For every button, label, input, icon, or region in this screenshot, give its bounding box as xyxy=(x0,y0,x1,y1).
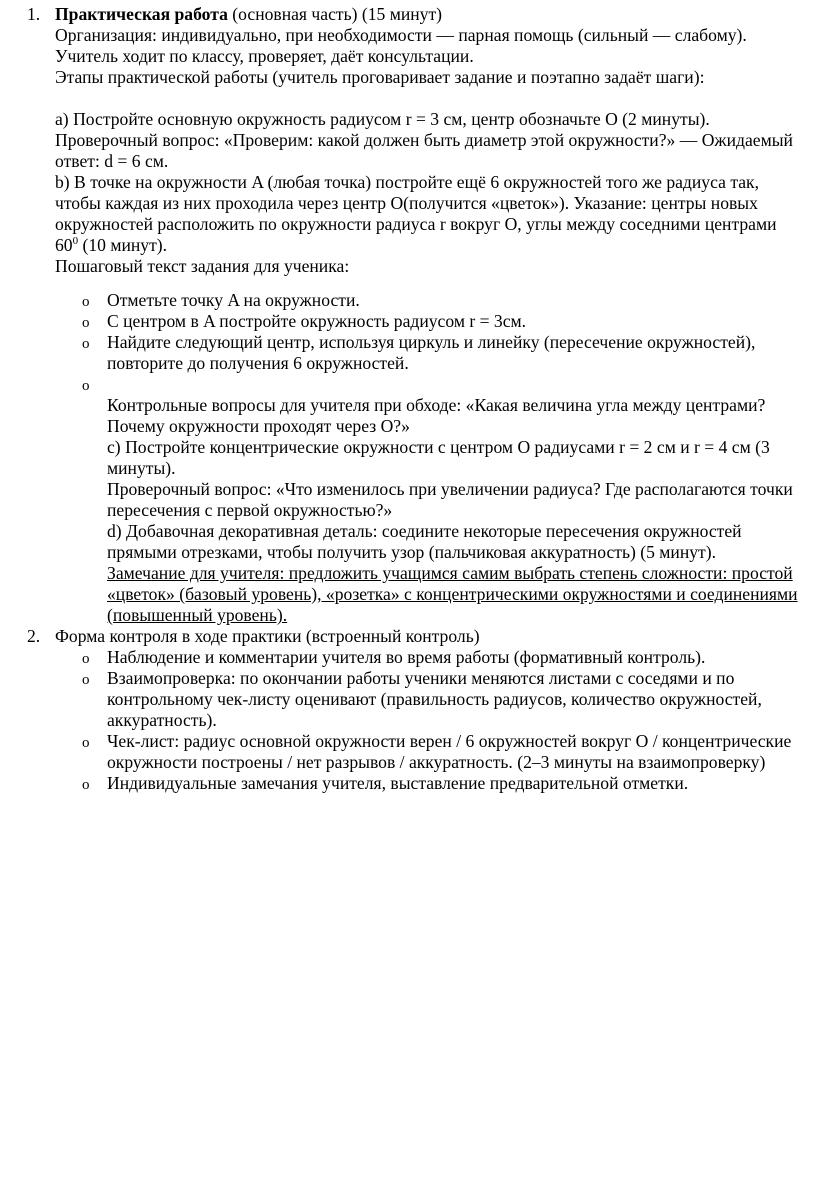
item1-heading xyxy=(55,3,442,25)
org-line: Учитель ходит по классу, проверяет, даёт консультации. xyxy=(55,46,474,66)
item1-title-rest: (основная часть) (15 минут) xyxy=(227,4,443,24)
task-d-line: прямыми отрезками, чтобы получить узор (пальчиковая аккуратность) (5 минут). xyxy=(107,542,716,562)
control-bullet-line: Взаимопроверка: по окончании работы ученики меняются листами с соседями и по xyxy=(107,668,735,688)
item1-number: 1. xyxy=(27,4,41,24)
check-question-line: пересечения с первой окружностью?» xyxy=(107,500,393,520)
teacher-note-line: (повышенный уровень). xyxy=(107,605,288,625)
org-line: Организация: индивидуально, при необходимости — парная помощь (сильный — слабому). xyxy=(55,25,747,45)
bullet-icon: o xyxy=(82,651,90,667)
item2-number: 2. xyxy=(27,626,41,646)
org-line: Этапы практической работы (учитель проговаривает задание и поэтапно задаёт шаги): xyxy=(55,67,705,87)
item1-title: Практическая работа xyxy=(55,4,228,24)
task-d-line: d) Добавочная декоративная деталь: соедините некоторые пересечения окружностей xyxy=(107,521,742,541)
item2-title: Форма контроля в ходе практики (встроенный контроль) xyxy=(55,626,480,646)
step-line: С центром в A постройте окружность радиусом r = 3см. xyxy=(107,311,527,331)
angle-value: 60 xyxy=(55,235,73,255)
degree-sup: 0 xyxy=(72,235,79,247)
step-line: Найдите следующий центр, используя циркуль и линейку (пересечение окружностей), xyxy=(107,332,756,352)
task-b-line: b) В точке на окружности A (любая точка) постройте ещё 6 окружностей того же радиуса так, xyxy=(55,172,759,192)
teacher-note-line: «цветок» (базовый уровень), «розетка» с концентрическими окружностями и соединениями xyxy=(107,584,798,604)
control-bullet-line: контрольному чек-листу оценивают (правильность радиусов, количество окружностей, xyxy=(107,689,762,709)
control-bullet-line: Чек-лист: радиус основной окружности верен / 6 окружностей вокруг O / концентрические xyxy=(107,731,792,751)
task-b-line: чтобы каждая из них проходила через центр O(получится «цветок»). Указание: центры новых xyxy=(55,193,758,213)
control-line: Почему окружности проходят через O?» xyxy=(107,416,410,436)
task-b-duration: (10 минут). xyxy=(78,235,168,255)
control-bullet-line: аккуратность). xyxy=(107,710,217,730)
check-question-line: Проверочный вопрос: «Что изменилось при увеличении радиуса? Где располагаются точки xyxy=(107,479,793,499)
steps-heading: Пошаговый текст задания для ученика: xyxy=(55,256,350,276)
task-c-line: минуты). xyxy=(107,458,176,478)
task-a-line: ответ: d = 6 см. xyxy=(55,151,169,171)
control-line: Контрольные вопросы для учителя при обходе: «Какая величина угла между центрами? xyxy=(107,395,766,415)
bullet-icon: o xyxy=(82,336,90,352)
task-b-last-line xyxy=(55,234,167,256)
bullet-icon: o xyxy=(82,735,90,751)
task-c-line: c) Постройте концентрические окружности с центром O радиусами r = 2 см и r = 4 см (3 xyxy=(107,437,770,457)
step-line: повторите до получения 6 окружностей. xyxy=(107,353,409,373)
task-a-line: Проверочный вопрос: «Проверим: какой должен быть диаметр этой окружности?» — Ожидаемый xyxy=(55,130,793,150)
teacher-note-line: Замечание для учителя: предложить учащимся самим выбрать степень сложности: простой xyxy=(107,563,793,583)
bullet-icon: o xyxy=(82,777,90,793)
step-line: Отметьте точку A на окружности. xyxy=(107,290,360,310)
task-b-line: окружностей расположить по окружности радиуса r вокруг O, углы между соседними центрами xyxy=(55,214,777,234)
task-a-line: а) Постройте основную окружность радиусом r = 3 см, центр обозначьте О (2 минуты). xyxy=(55,109,710,129)
bullet-icon: o xyxy=(82,315,90,331)
bullet-icon: o xyxy=(82,294,90,310)
control-bullet-line: Индивидуальные замечания учителя, выставление предварительной отметки. xyxy=(107,773,689,793)
control-bullet-line: Наблюдение и комментарии учителя во время работы (формативный контроль). xyxy=(107,647,706,667)
bullet-icon: o xyxy=(82,672,90,688)
control-bullet-line: окружности построены / нет разрывов / аккуратность. (2–3 минуты на взаимопроверку) xyxy=(107,752,766,772)
bullet-icon: o xyxy=(82,378,90,394)
